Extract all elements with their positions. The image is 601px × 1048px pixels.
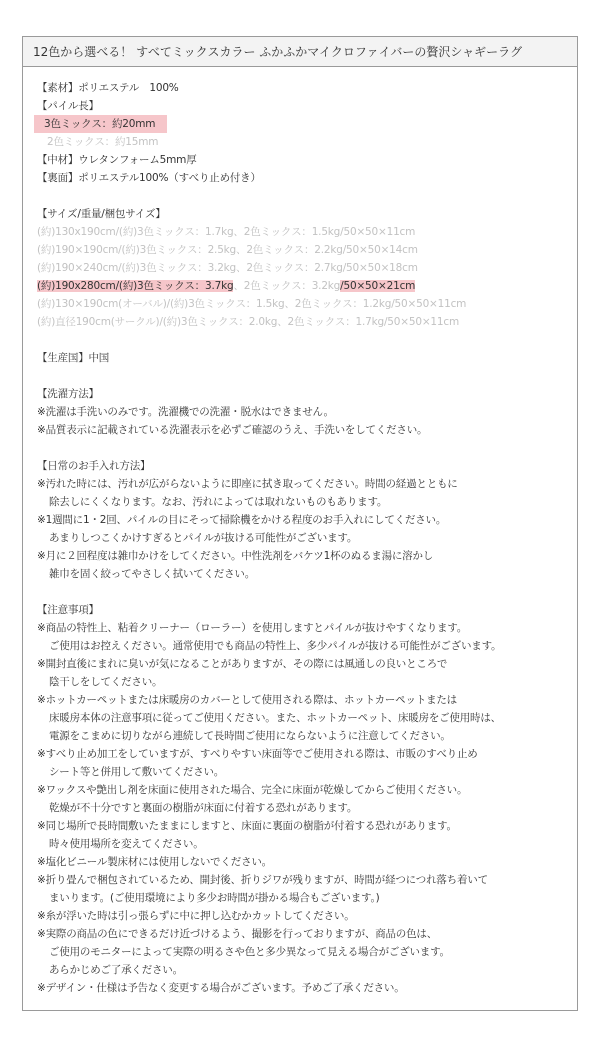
caution-line: あらかじめご了承ください。 bbox=[49, 964, 183, 976]
caution-line: ※すべり止め加工をしていますが、すべりやすい床面等でご使用される際は、市販のすべり止め bbox=[37, 748, 478, 760]
size-row: (約)直径190cm(サークル)/(約)3色ミックス：2.0kg、2色ミックス：1.7kg/50×50×11cm bbox=[37, 316, 459, 328]
care-line: ※月に２回程度は雑巾かけをしてください。中性洗剤をバケツ1杯のぬるま湯に溶かし bbox=[37, 550, 434, 562]
origin-line: 【生産国】中国 bbox=[37, 352, 110, 364]
pile-length-3color bbox=[37, 115, 567, 133]
spec-content bbox=[37, 79, 567, 997]
filling-line: 【中材】ウレタンフォーム5mm厚 bbox=[37, 154, 197, 166]
care-header: 【日常のお手入れ方法】 bbox=[37, 460, 151, 472]
pile-length-header: 【パイル長】 bbox=[37, 100, 99, 112]
caution-line: ※デザイン・仕様は予告なく変更する場合がございます。予めご了承ください。 bbox=[37, 982, 405, 994]
caution-line: ※同じ場所で長時間敷いたままにしますと、床面に裏面の樹脂が付着する恐れがあります。 bbox=[37, 820, 457, 832]
caution-line: 床暖房本体の注意事項に従ってご使用ください。また、ホットカーペット、床暖房をご使用時は、 bbox=[49, 712, 501, 724]
page-title: 12色から選べる！ すべてミックスカラー ふかふかマイクロファイバーの贅沢シャギーラグ bbox=[33, 45, 523, 59]
care-line: ※汚れた時には、汚れが広がらないように即座に拭き取ってください。時間の経過とともに bbox=[37, 478, 458, 490]
backing-line: 【裏面】ポリエステル100%（すべり止め付き） bbox=[37, 172, 261, 184]
size-row: (約)190×240cm/(約)3色ミックス：3.2kg、2色ミックス：2.7kg/50×50×18cm bbox=[37, 262, 418, 274]
caution-line: ※実際の商品の色にできるだけ近づけるよう、撮影を行っておりますが、商品の色は、 bbox=[37, 928, 437, 940]
caution-line: まいります。(ご使用環境により多少お時間が掛かる場合もございます。) bbox=[49, 892, 380, 904]
caution-line: ご使用はお控えください。通常使用でも商品の特性上、多少パイルが抜ける可能性がございます。 bbox=[49, 640, 502, 652]
caution-line: ※糸が浮いた時は引っ張らずに中に押し込むかカットしてください。 bbox=[37, 910, 355, 922]
size-row-highlighted bbox=[37, 277, 567, 295]
washing-header: 【洗濯方法】 bbox=[37, 388, 99, 400]
caution-line: 陰干しをしてください。 bbox=[49, 676, 163, 688]
care-line: ※1週間に1・2回、パイルの目にそって掃除機をかける程度のお手入れにしてください。 bbox=[37, 514, 447, 526]
highlight-size: (約)190x280cm/(約)3色ミックス：3.7kg bbox=[37, 280, 234, 292]
caution-line: ※折り畳んで梱包されているため、開封後、折りジワが残りますが、時間が経つにつれ落ち着いて bbox=[37, 874, 488, 886]
caution-header: 【注意事項】 bbox=[37, 604, 99, 616]
size-header: 【サイズ/重量/梱包サイズ】 bbox=[37, 208, 166, 220]
care-line: 除去しにくくなります。なお、汚れによっては取れないものもあります。 bbox=[49, 496, 388, 508]
size-row: (約)190×190cm/(約)3色ミックス：2.5kg、2色ミックス：2.2kg/50×50×14cm bbox=[37, 244, 418, 256]
pile-length-2color: 2色ミックス：約15mm bbox=[47, 136, 159, 148]
washing-line: ※品質表示に記載されている洗濯表示を必ずご確認のうえ、手洗いをしてください。 bbox=[37, 424, 428, 436]
caution-line: ※ワックスや艶出し剤を床面に使用された場合、完全に床面が乾燥してからご使用ください。 bbox=[37, 784, 468, 796]
product-spec-panel bbox=[22, 36, 578, 1011]
title-bar bbox=[23, 37, 577, 67]
caution-line: シート等と併用して敷いてください。 bbox=[49, 766, 225, 778]
caution-line: ※開封直後にまれに臭いが気になることがありますが、その際には風通しの良いところで bbox=[37, 658, 448, 670]
caution-line: ※ホットカーペットまたは床暖房のカバーとして使用される際は、ホットカーペットまたは bbox=[37, 694, 457, 706]
caution-line: 電源をこまめに切りながら連続して長時間ご使用にならないように注意してください。 bbox=[49, 730, 451, 742]
size-2color-weight: 、2色ミックス：3.2kg bbox=[233, 280, 341, 292]
material-line: 【素材】ポリエステル 100% bbox=[37, 82, 179, 94]
size-row: (約)130x190cm/(約)3色ミックス：1.7kg、2色ミックス：1.5kg/50×50×11cm bbox=[37, 226, 416, 238]
highlight-package: /50×50×21cm bbox=[340, 280, 416, 292]
care-line: 雑巾を固く絞ってやさしく拭いてください。 bbox=[49, 568, 255, 580]
caution-line: ※商品の特性上、粘着クリーナー（ローラー）を使用しますとパイルが抜けやすくなります。 bbox=[37, 622, 468, 634]
washing-line: ※洗濯は手洗いのみです。洗濯機での洗濯・脱水はできません。 bbox=[37, 406, 334, 418]
caution-line: 時々使用場所を変えてください。 bbox=[49, 838, 204, 850]
caution-line: 乾燥が不十分ですと裏面の樹脂が床面に付着する恐れがあります。 bbox=[49, 802, 358, 814]
care-line: あまりしつこくかけすぎるとパイルが抜ける可能性がございます。 bbox=[49, 532, 358, 544]
caution-line: ※塩化ビニール製床材には使用しないでください。 bbox=[37, 856, 272, 868]
caution-line: ご使用のモニターによって実際の明るさや色と多少異なって見える場合がございます。 bbox=[49, 946, 450, 958]
highlight-3color-pile: 3色ミックス：約20mm bbox=[34, 115, 167, 133]
size-row: (約)130×190cm(オーバル)/(約)3色ミックス：1.5kg、2色ミックス：1.2kg/50×50×11cm bbox=[37, 298, 467, 310]
